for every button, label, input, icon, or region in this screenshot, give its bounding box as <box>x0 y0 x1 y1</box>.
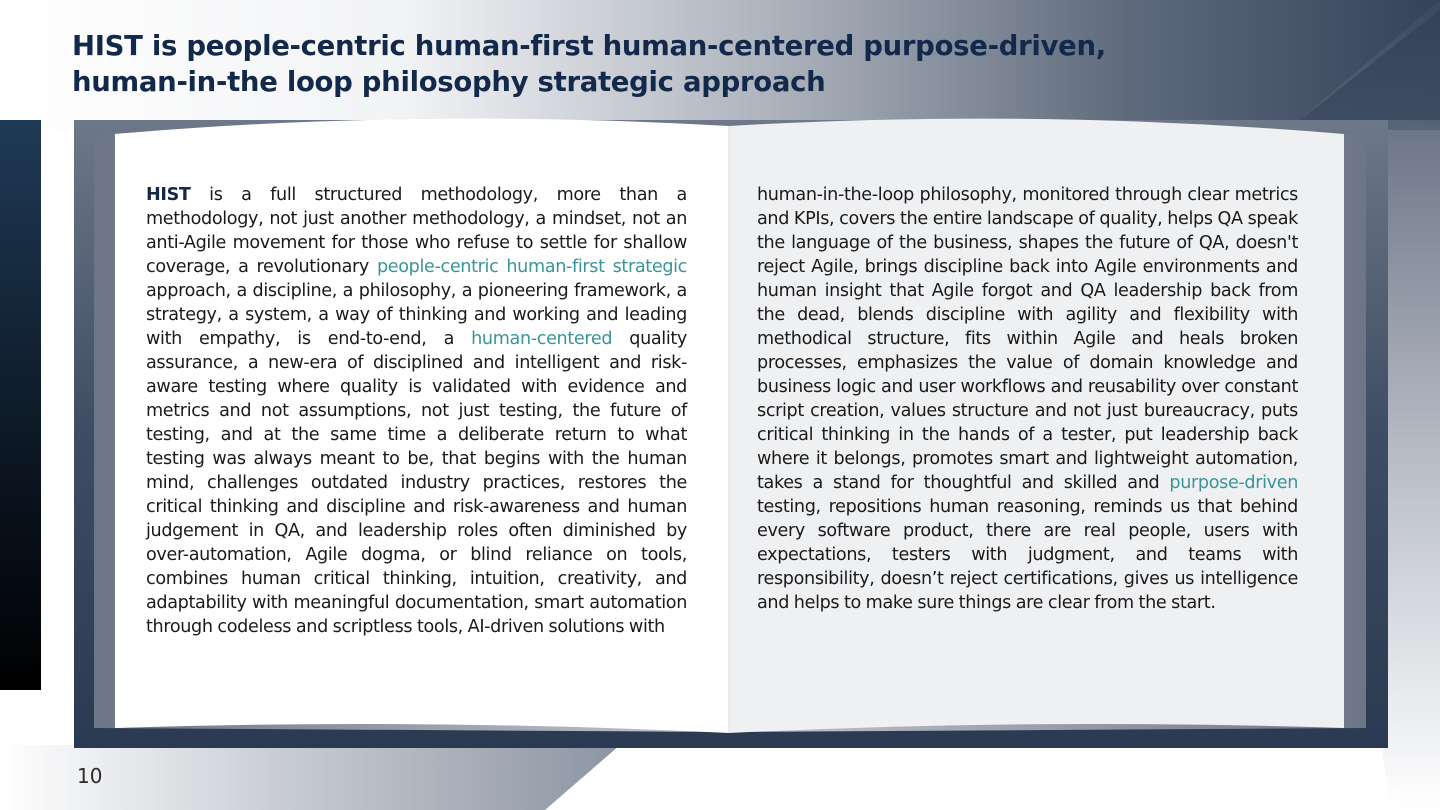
title-line-2: human-in-the loop philosophy strategic approach <box>72 66 826 98</box>
left-page-text <box>146 183 687 639</box>
highlight-people-centric: people-centric human-first strategic <box>376 257 687 277</box>
hist-lead-term: HIST <box>146 185 191 205</box>
title-line-1: HIST is people-centric human-first human-centered purpose-driven, <box>72 30 1106 62</box>
highlight-purpose-driven: purpose-driven <box>1169 473 1298 493</box>
highlight-human-centered: human-centered <box>471 329 613 349</box>
right-text-part-1: human-in-the-loop philosophy, monitored through clear metrics and KPIs, covers the entire landscape of quality, helps QA speak the language of the business, shapes the future of QA, doesn't reject Agile, brings discipline back into Agile environments and human insight that Agile forgot and QA leadership back from the dead, blends discipline with agility and flexibility with methodical structure, fits within Agile and heals broken processes, emphasizes the value of domain knowledge and business logic and user workflows and reusability over constant script creation, values structure and not just bureaucracy, puts critical thinking in the hands of a tester, put leadership back where it belongs, promotes smart and lightweight automation, takes a stand for thoughtful and skilled and <box>757 185 1298 493</box>
left-text-part-3: quality assurance, a new-era of disciplined and intelligent and risk-aware testing where quality is validated with evidence and metrics and not assumptions, not just testing, the future of testing, and at the same time a deliberate return to what testing was always meant to be, that begins with the human mind, challenges outdated industry practices, restores the critical thinking and discipline and risk-awareness and human judgement in QA, and leadership roles often diminished by over-automation, Agile dogma, or blind reliance on tools, combines human critical thinking, intuition, creativity, and adaptability with meaningful documentation, smart automation through codeless and scriptless tools, AI-driven solutions with <box>146 329 687 637</box>
left-text-part-2: approach, a discipline, a philosophy, a pioneering framework, a strategy, a system, a way of thinking and working and leading with empathy, is end-to-end, a <box>146 281 687 349</box>
page-number: 10 <box>77 764 103 788</box>
right-page-text <box>757 183 1298 615</box>
slide-title <box>72 28 1222 100</box>
left-text-part-1: is a full structured methodology, more than a methodology, not just another methodology, a mindset, not an anti-Agile movement for those who refuse to settle for shallow coverage, a revolutionary <box>146 185 687 277</box>
left-accent-bar <box>0 120 41 690</box>
right-text-part-2: testing, repositions human reasoning, reminds us that behind every software product, there are real people, users with expectations, testers with judgment, and teams with responsibility, doesn’t reject certifications, gives us intelligence and helps to make sure things are clear from the start. <box>757 497 1298 613</box>
